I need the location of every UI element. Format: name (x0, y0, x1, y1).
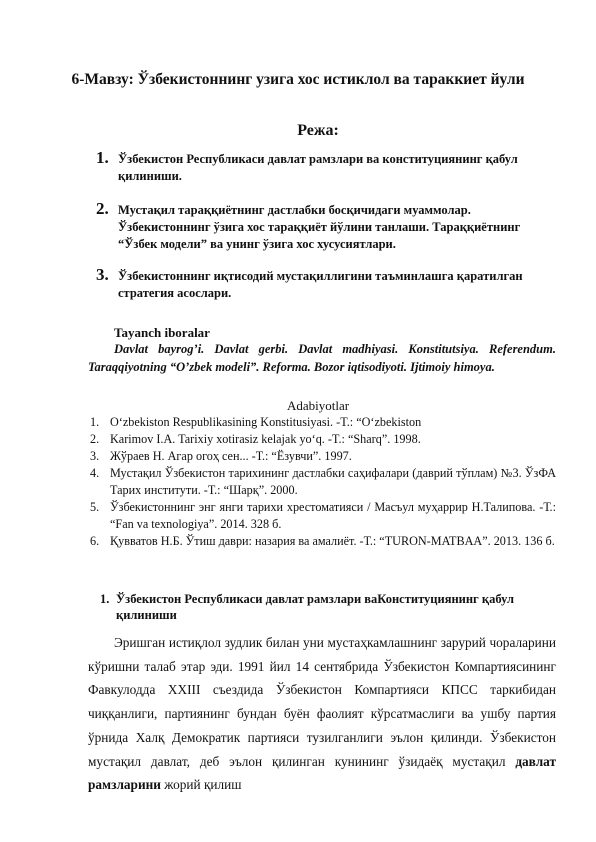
keywords-heading: Tayanch iboralar (114, 325, 210, 340)
reference-number: 5. (90, 500, 100, 514)
body-text: Эришган истиқлол зудлик билан уни мустаҳкамлашнинг зарурий чораларини кўришни талаб этар эди. 1991 йил 14 сентябрида Ўзбекистон Компартиясининг Фавкулодда XXIII съездида Ўзбекистон Компартияси КПСС таркибидан чиққанлиги, партиянинг бундан буён фаолият кўрсатмаслиги ва ушбу партия ўрнида Халқ Демократик партияси тузилганлиги эълон қилинди. Ўзбекистон мустақил давлат, деб эълон қилинган кунининг ўзидаёқ мустақил (88, 635, 556, 769)
reference-number: 1. (90, 415, 100, 429)
reference-number: 4. (90, 466, 100, 480)
reference-number: 2. (90, 432, 100, 446)
plan-item-number: 2. (96, 199, 109, 218)
reference-text: Ўзбекистоннинг энг янги тарихи хрестоматияси / Масъул муҳаррир Н.Талипова. -Т.: “Fan va texnologiya”. 2014. 328 б. (110, 500, 556, 531)
reference-number: 3. (90, 449, 100, 463)
reference-text: Мустақил Ўзбекистон тарихининг дастлабки саҳифалари (даврий тўплам) №3. ЎзФА Тарих институти. -Т.: “Шарқ”. 2000. (110, 466, 556, 497)
section-title: Ўзбекистон Республикаси давлат рамзлари ваКонституциянинг қабул қилиниши (116, 592, 515, 622)
references-list (90, 414, 556, 550)
body-bold-text: давлат рамзларини (88, 753, 556, 793)
plan-item-text: Ўзбекистон Республикаси давлат рамзлари ва конституциянинг қабул қилиниши. (118, 152, 518, 183)
references-heading: Adabiyotlar (286, 398, 350, 413)
body-text-end: жорий қилиш (160, 777, 242, 793)
reference-item (90, 465, 556, 499)
plan-item-number: 1. (96, 148, 109, 167)
reference-number: 6. (90, 534, 100, 548)
reference-item (90, 533, 556, 550)
reference-item (90, 499, 556, 533)
plan-item-text: Мустақил тараққиётнинг дастлабки босқичидаги муаммолар. Ўзбекистоннинг ўзига хос тараққиёт йўлини танлаши. Тараққиётнинг “Ўзбек модели” ва унинг ўзига хос хусусиятлари. (118, 203, 521, 251)
plan-item (96, 199, 546, 253)
reference-text: Қувватов Н.Б. Ўтиш даври: назария ва амалиёт. -Т.: “TURON-MATBAA”. 2013. 136 б. (110, 534, 555, 548)
plan-item-text: Ўзбекистоннинг иқтисодий мустақиллигини таъминлашга қаратилган стратегия асослари. (118, 269, 523, 300)
reference-item (90, 431, 556, 448)
page-title: 6-Мавзу: Ўзбекистоннинг узига хос истиклол ва тараккиет йули (71, 71, 525, 88)
reference-text: Karimov I.A. Tarixiy xotirasiz kelajak yo‘q. -T.: “Sharq”. 1998. (110, 432, 421, 446)
plan-heading: Режа: (297, 122, 339, 139)
section-number: 1. (100, 592, 110, 606)
reference-text: O‘zbekiston Respublikasining Konstitusiyasi. -T.: “O‘zbekiston (110, 415, 422, 429)
plan-item-number: 3. (96, 265, 109, 284)
section-heading (100, 591, 540, 623)
body-paragraph (88, 631, 556, 797)
plan-item (96, 265, 546, 302)
reference-item (90, 414, 556, 431)
keywords-text: Davlat bayrog’i. Davlat gerbi. Davlat madhiyasi. Konstitutsiya. Referendum. Taraqqiyotning “O’zbek modeli”. Reforma. Bozor iqtisodiyoti. Ijtimoiy himoya. (88, 342, 556, 374)
reference-text: Жўраев Н. Агар огоҳ сен... -Т.: “Ёзувчи”. 1997. (110, 449, 352, 463)
reference-item (90, 448, 556, 465)
plan-item (96, 148, 546, 185)
